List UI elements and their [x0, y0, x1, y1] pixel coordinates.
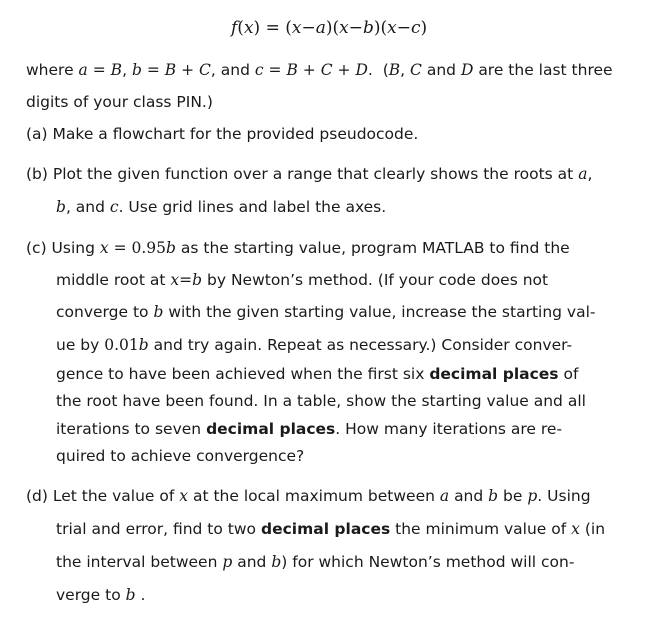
equation: f(x) = (x−a)(x−b)(x−c) [231, 18, 428, 38]
intro-line-2: digits of your class PIN.) [26, 93, 213, 111]
item-c-line-3: converge to b with the given starting value, increase the starting val- [56, 303, 596, 321]
item-c-line-1: (c) Using x = 0.95b as the starting value, program MATLAB to find the [26, 239, 570, 257]
item-c-line-7: iterations to seven decimal places. How many iterations are re- [56, 420, 563, 438]
item-d-line-2: trial and error, find to two decimal places the minimum value of x (in [56, 520, 606, 538]
item-d-line-4: verge to b . [56, 586, 146, 604]
item-b-line-2: b, and c. Use grid lines and label the axes. [56, 198, 387, 216]
item-c-line-5: gence to have been achieved when the first six decimal places of [56, 365, 579, 383]
intro-line-1: where a = B, b = B + C, and c = B + C + D. (B, C and D are the last three [26, 61, 613, 79]
item-c-line-8: quired to achieve convergence? [56, 447, 305, 465]
item-c-line-4: ue by 0.01b and try again. Repeat as necessary.) Consider conver- [56, 336, 573, 354]
item-c-line-6: the root have been found. In a table, show the starting value and all [56, 392, 586, 410]
item-a: (a) Make a flowchart for the provided pseudocode. [26, 125, 419, 143]
item-b-line-1: (b) Plot the given function over a range that clearly shows the roots at a, [26, 165, 593, 183]
item-d-line-3: the interval between p and b) for which Newton’s method will con- [56, 553, 575, 571]
item-d-line-1: (d) Let the value of x at the local maximum between a and b be p. Using [26, 487, 591, 505]
item-c-line-2: middle root at x=b by Newton’s method. (If your code does not [56, 271, 549, 289]
